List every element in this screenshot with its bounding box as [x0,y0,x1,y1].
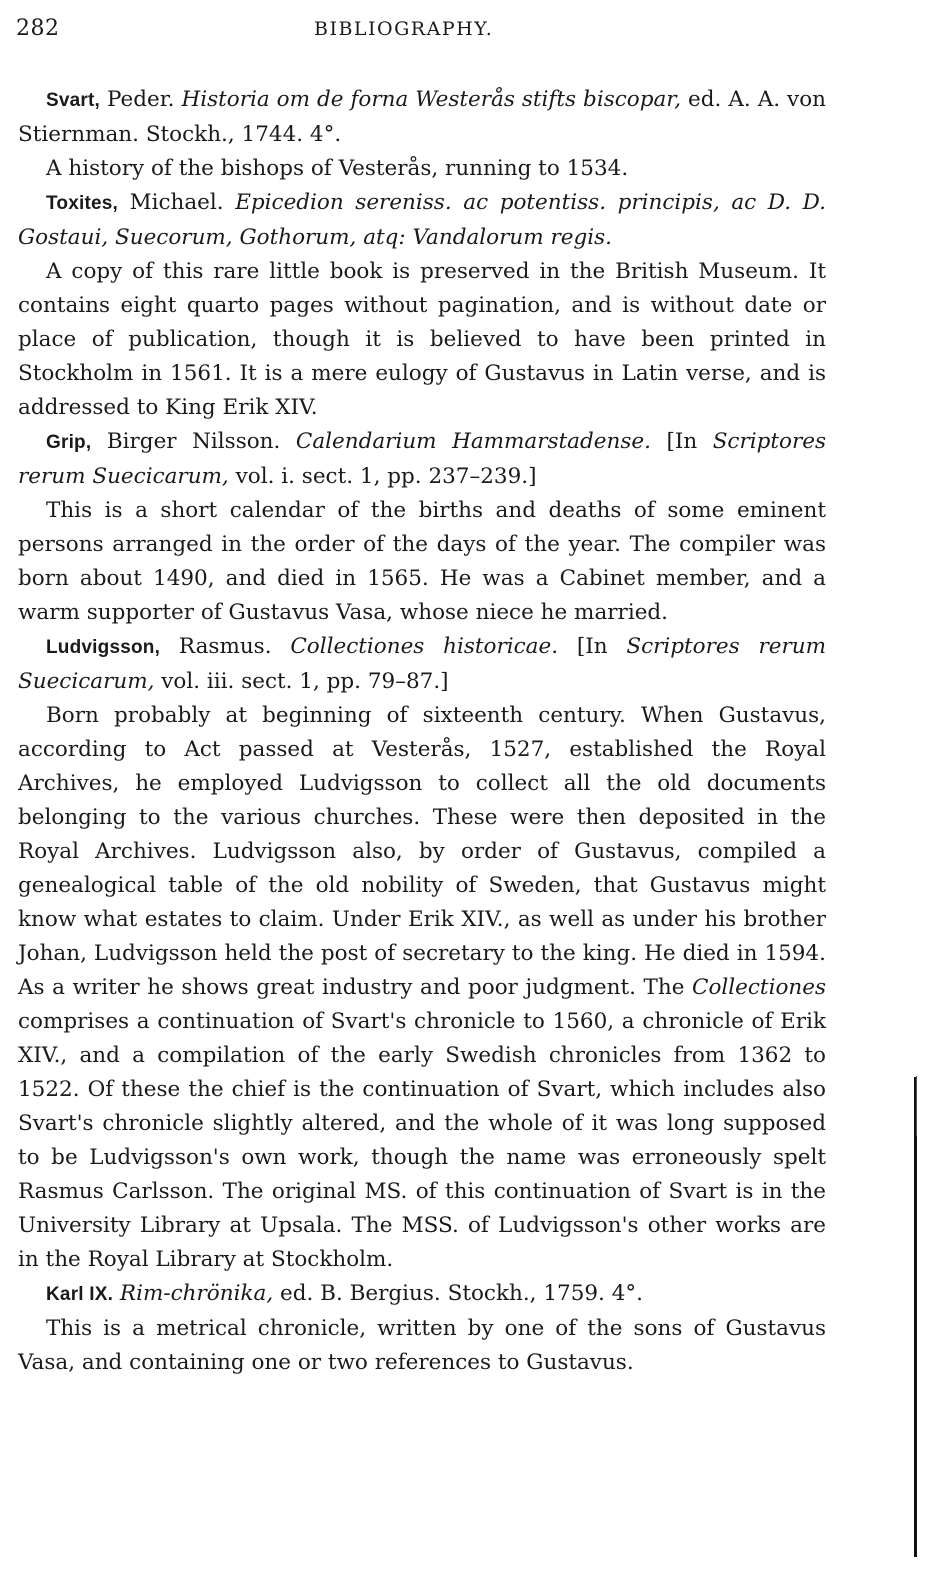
entry-citation-grip [18,425,826,494]
citation-suffix: vol. iii. sect. 1, pp. 79–87.] [154,669,449,694]
author-forename: Birger Nilsson. [91,429,296,454]
work-title: Epicedion sereniss. ac potentiss. principis, ac D. D. Gostaui, Suecorum, Gothorum, atq: Vandalorum regis. [18,190,826,250]
author-forename [113,1281,120,1306]
page-header [16,16,836,50]
entry-description-karl-ix: This is a metrical chronicle, written by one of the sons of Gustavus Vasa, and containing one or two references to Gustavus. [18,1316,826,1375]
publication-details: ed. B. Bergius. Stockh., 1759. 4°. [273,1281,643,1306]
citation-prefix: [In [558,634,627,659]
citation-suffix: vol. i. sect. 1, pp. 237–239.] [228,464,537,489]
page-number: 282 [16,16,60,41]
author-surname: Toxites, [46,193,118,214]
work-title: Rim-chrönika, [119,1281,274,1306]
margin-rule-thin [916,1076,917,1136]
entry-description-svart: A history of the bishops of Vesterås, running to 1534. [46,156,629,181]
citation-prefix: [In [650,429,713,454]
publication-details: ed. A. A. von Stiernman. Stockh., 1744. 4°. [18,87,826,147]
collection-title: Scriptores rerum Suecicarum, [18,429,827,489]
author-forename: Peder. [100,87,182,112]
margin-rule [914,1077,917,1557]
bibliography-text [18,83,826,1380]
entry-description-toxites: A copy of this rare little book is preserved in the British Museum. It contains eight quarto pages without pagination, and is without date or place of publication, though it is believed to have been printed in Stockholm in 1561. It is a mere eulogy of Gustavus in Latin verse, and is addressed to King Erik XIV. [18,259,826,420]
work-title: Calendarium Hammarstadense. [295,429,651,454]
entry-description-grip: This is a short calendar of the births and deaths of some eminent persons arranged in the order of the days of the year. The compiler was born about 1490, and died in 1565. He was a Cabinet member, and a warm supporter of Gustavus Vasa, whose niece he married. [18,498,826,625]
author-surname: Svart, [46,90,101,111]
entry-citation-svart [18,83,826,152]
author-surname: Ludvigsson, [46,637,161,658]
entry-description-ludvigsson [18,699,826,1277]
description-italic: Collectiones [692,975,826,1000]
author-forename: Rasmus. [160,634,291,659]
work-title: Collectiones historicae. [290,634,559,659]
description-part: Born probably at beginning of sixteenth century. When Gustavus, according to Act passed at Vesterås, 1527, established the Royal Archives, he employed Ludvigsson to collect all the old documents belonging to the various churches. These were then deposited in the Royal Archives. Ludvigsson also, by order of Gustavus, compiled a genealogical table of the old nobility of Sweden, that Gustavus might know what estates to claim. Under Erik XIV., as well as under his brother Johan, Ludvigsson held the post of secretary to the king. He died in 1594. As a writer he shows great industry and poor judgment. The [18,703,826,1000]
work-title: Historia om de forna Westerås stifts biscopar, [181,87,682,112]
collection-title: Scriptores rerum Suecicarum, [18,634,826,694]
entry-citation-toxites [18,186,826,255]
description-part: comprises a continuation of Svart's chronicle to 1560, a chronicle of Erik XIV., and a compilation of the early Swedish chronicles from 1362 to 1522. Of these the chief is the continuation of Svart, which includes also Svart's chronicle slightly altered, and the whole of it was long supposed to be Ludvigsson's own work, though the name was erroneously spelt Rasmus Carlsson. The original MS. of this continuation of Svart is in the University Library at Upsala. The MSS. of Ludvigsson's other works are in the Royal Library at Stockholm. [18,1009,826,1272]
author-surname: Grip, [46,432,92,453]
running-title: BIBLIOGRAPHY. [314,18,494,40]
author-surname: Karl IX. [46,1284,114,1305]
author-forename: Michael. [118,190,236,215]
entry-citation-ludvigsson [18,630,826,699]
entry-citation-karl-ix [18,1277,826,1312]
